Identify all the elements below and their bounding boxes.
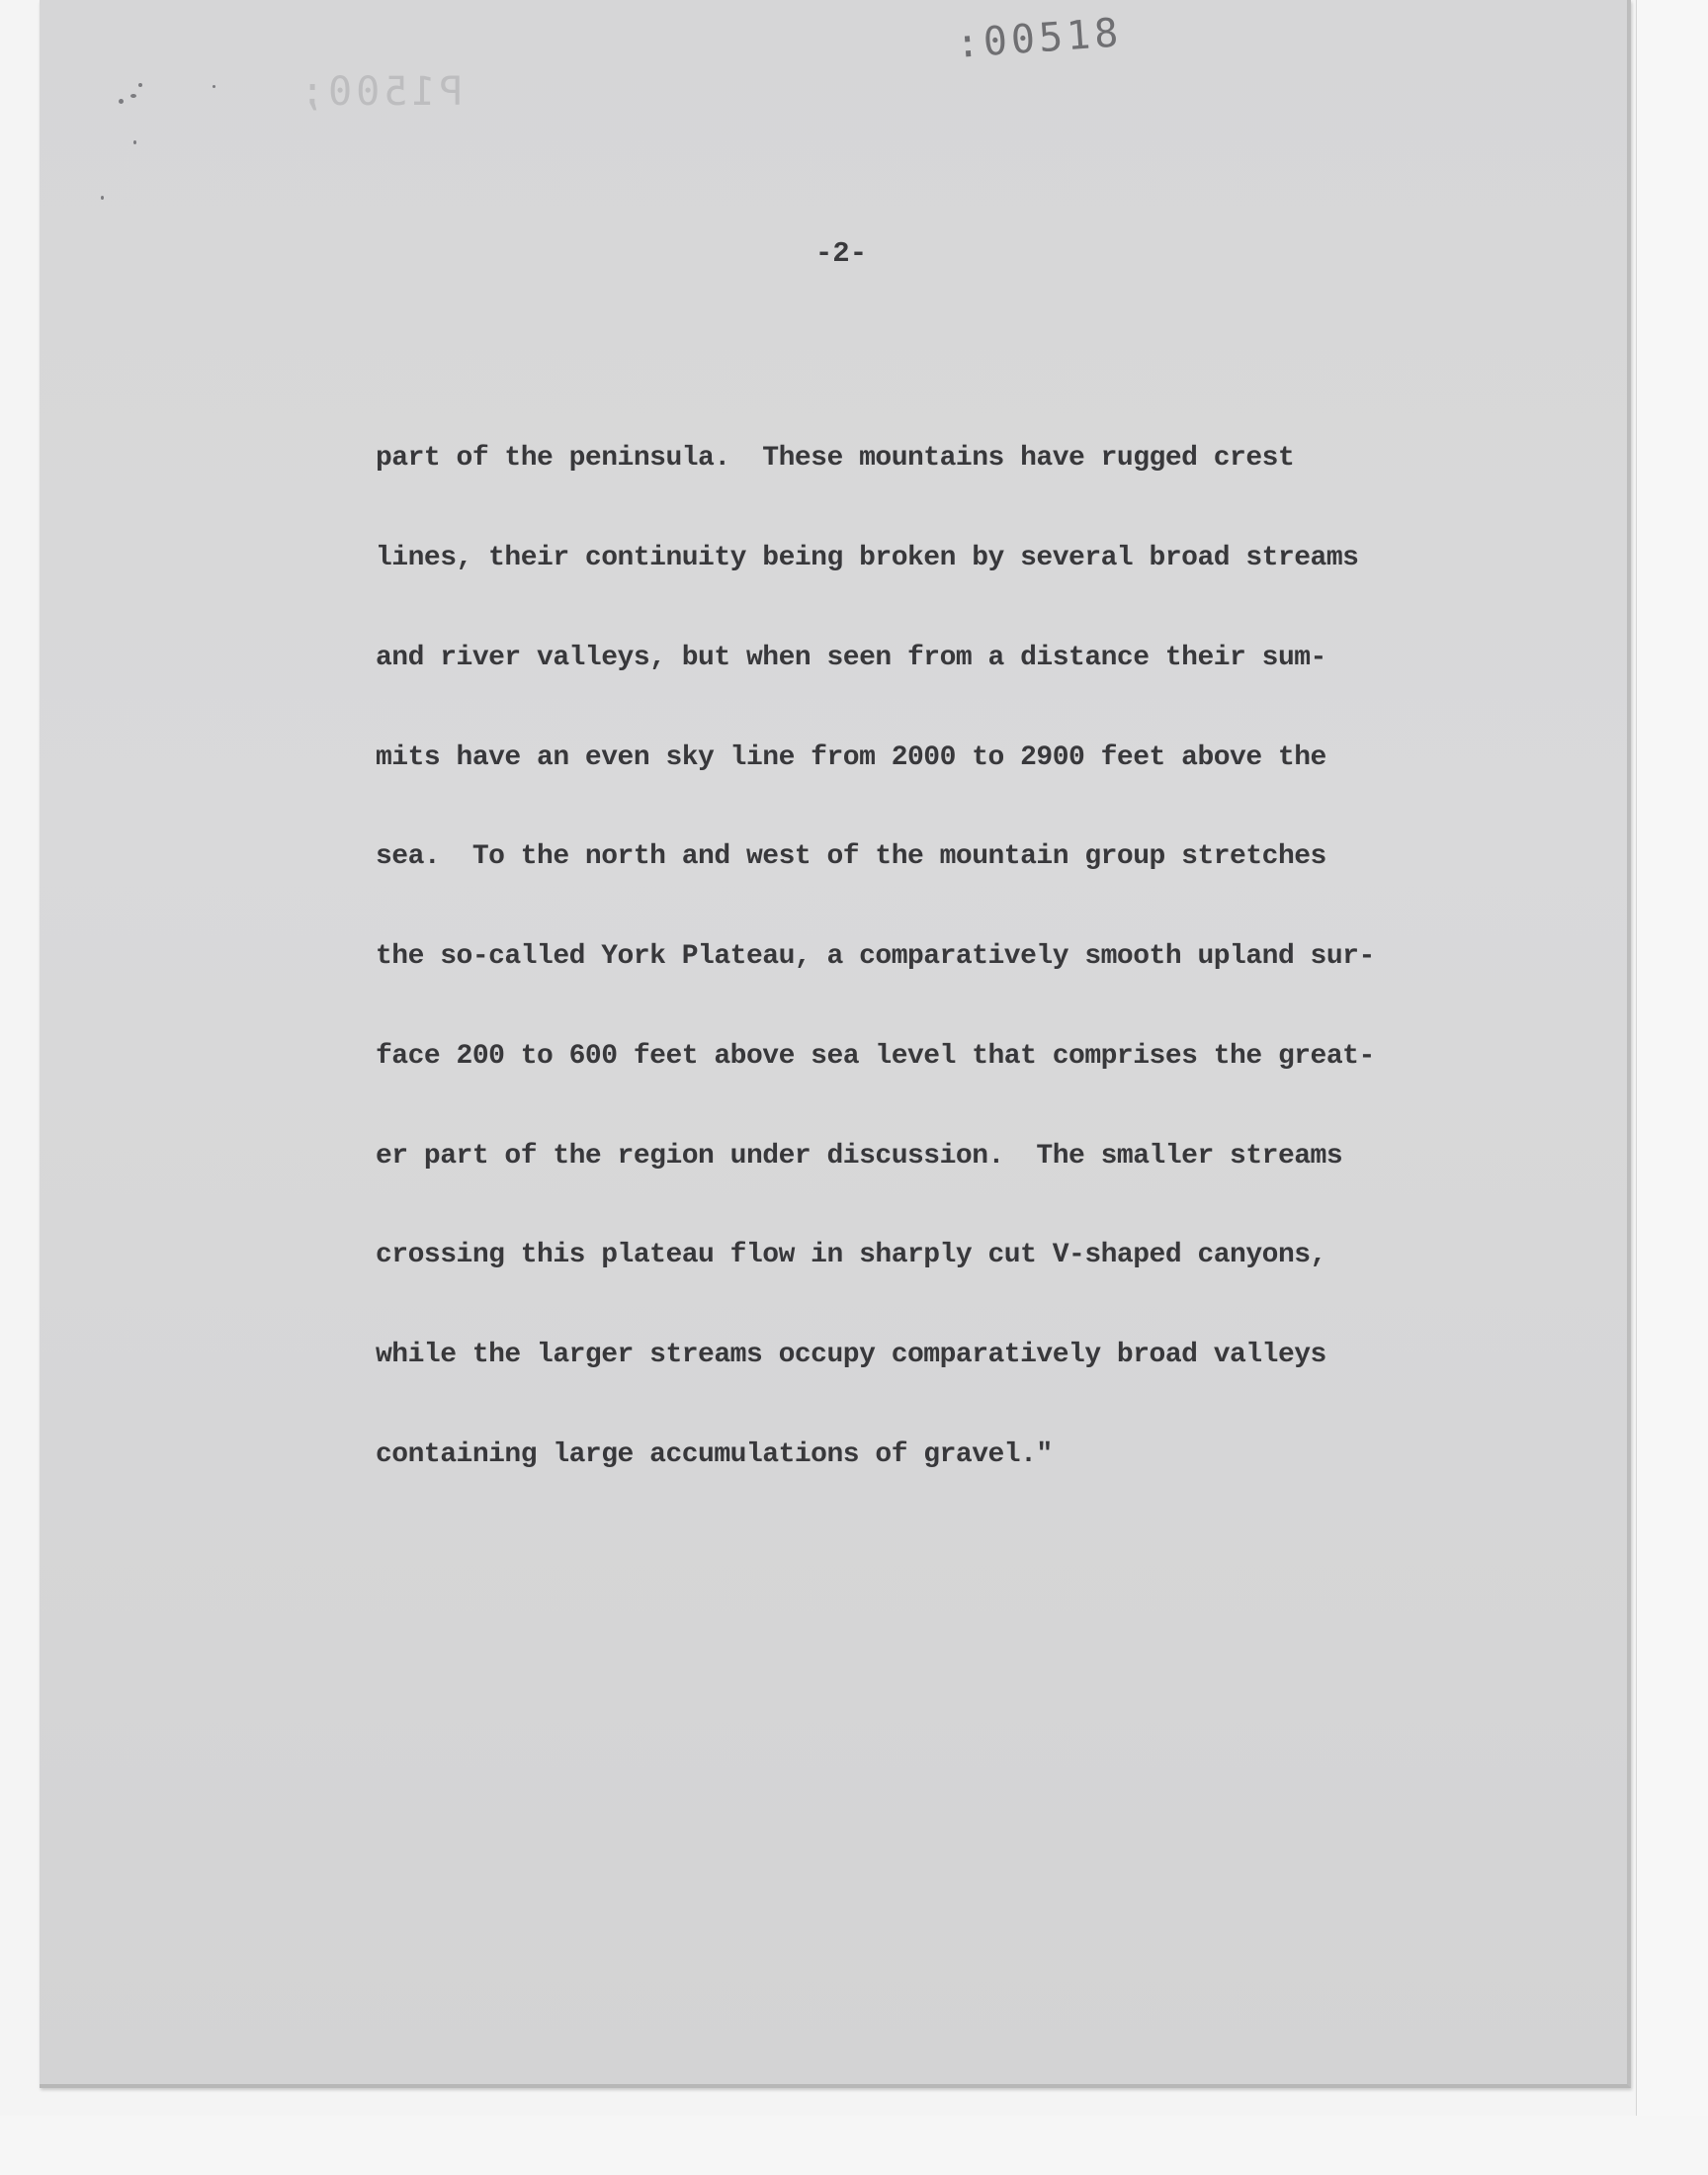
ink-speck [130,94,136,98]
text-line: while the larger streams occupy comparatively broad valleys [376,1340,1326,1371]
text-line: mits have an even sky line from 2000 to 2900 feet above the [376,741,1326,773]
scan-margin-bottom [0,2116,1708,2175]
text-line: part of the peninsula. These mountains have rugged crest [376,443,1295,475]
text-line: crossing this plateau flow in sharply cut V-shaped canyons, [376,1240,1326,1271]
text-line: er part of the region under discussion. The smaller streams [376,1140,1343,1172]
text-line: sea. To the north and west of the mountain group stretches [376,841,1326,873]
body-paragraph [376,376,1375,1538]
scan-margin-right [1636,0,1708,2175]
page-number: -2- [814,237,868,270]
text-line: lines, their continuity being broken by several broad streams [376,542,1359,573]
text-line: face 200 to 600 feet above sea level that comprises the great- [376,1040,1375,1072]
text-line: containing large accumulations of gravel." [376,1439,1053,1470]
ink-speck [213,85,215,88]
bleed-through-stamp: P1500; [297,69,464,115]
text-line: the so-called York Plateau, a comparatively smooth upland sur- [376,941,1375,973]
text-line: and river valleys, but when seen from a distance their sum- [376,642,1326,673]
document-stamp-number: :00518 [954,10,1124,67]
ink-speck [133,140,136,144]
ink-speck [119,99,124,104]
document-page [40,0,1631,2088]
ink-speck [138,83,142,87]
ink-speck [101,196,104,200]
